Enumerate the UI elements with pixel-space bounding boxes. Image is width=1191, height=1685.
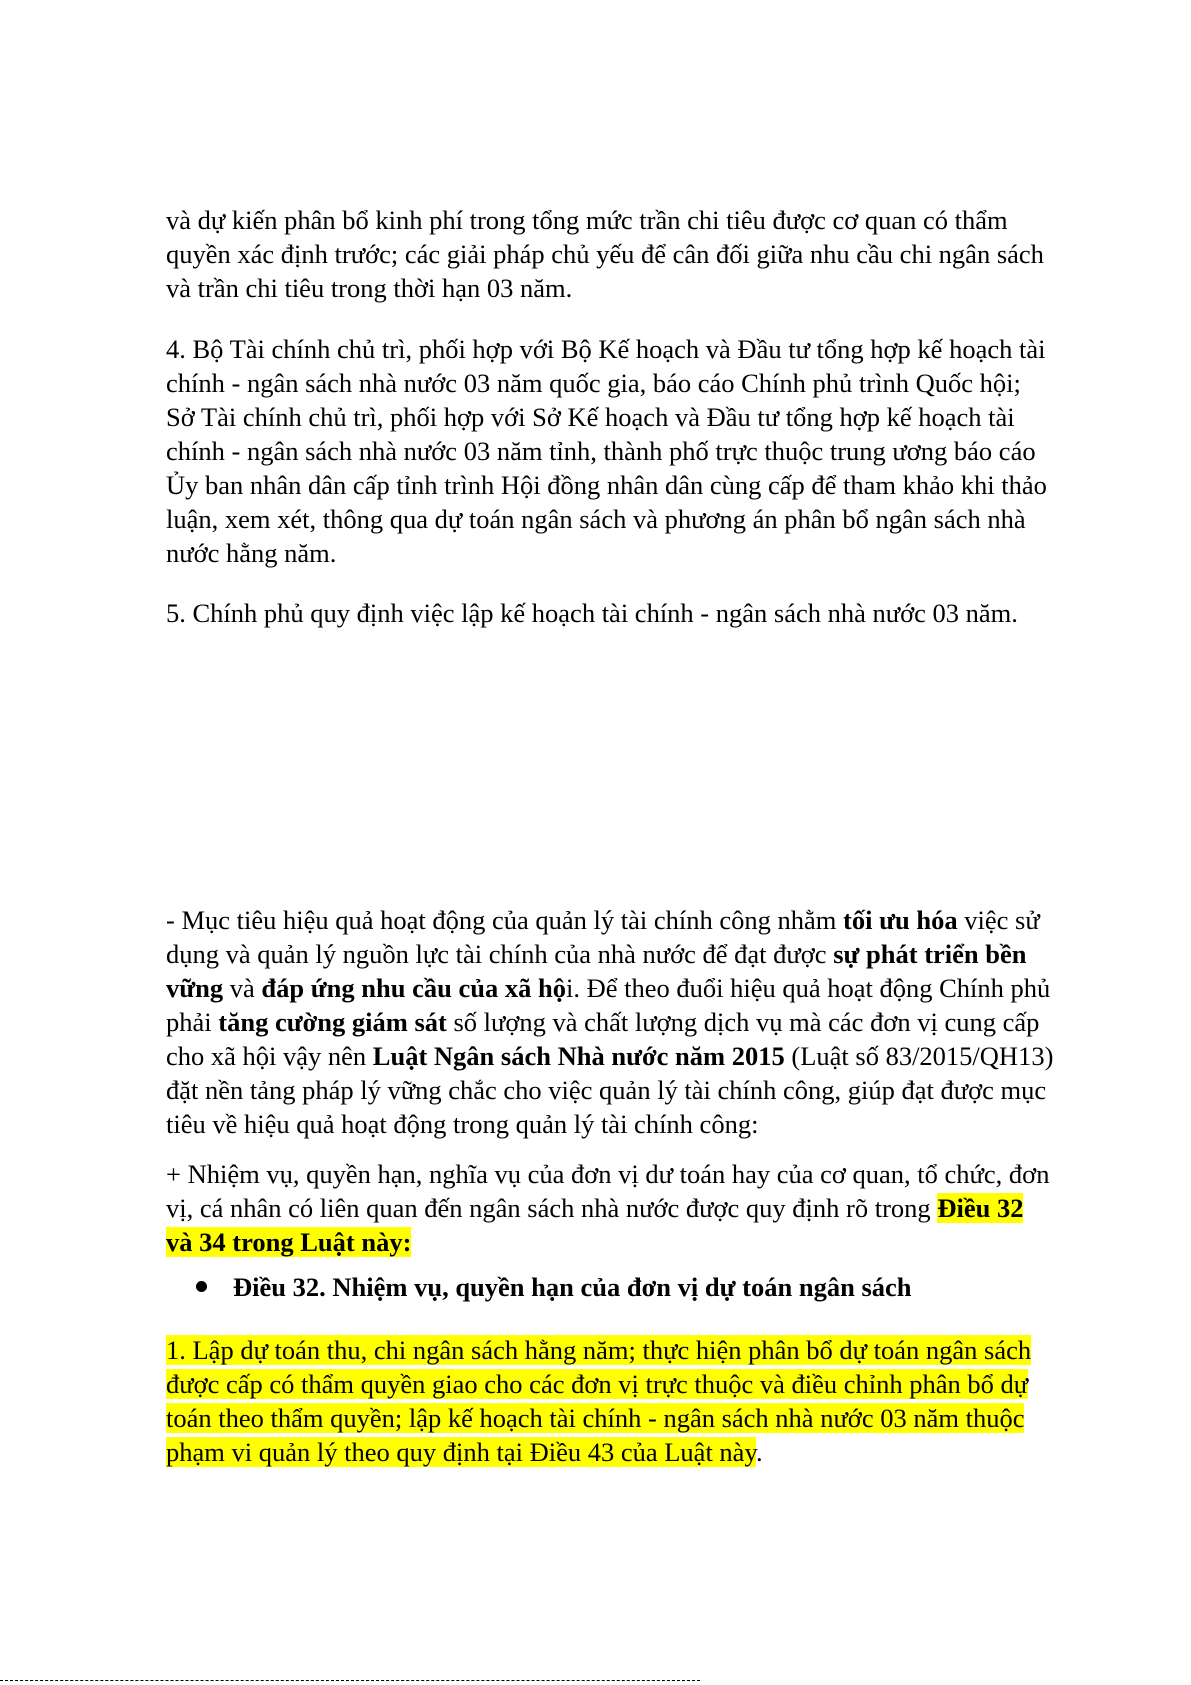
page-bottom-divider bbox=[0, 1680, 700, 1681]
text-line: chính - ngân sách nhà nước 03 năm quốc gia, báo cáo Chính phủ trình Quốc hội; bbox=[166, 368, 1021, 398]
highlighted-bold-run: Điều 32 bbox=[937, 1193, 1024, 1223]
text-line: Sở Tài chính chủ trì, phối hợp với Sở Kế hoạch và Đầu tư tổng hợp kế hoạch tài bbox=[166, 402, 1015, 432]
text-line bbox=[166, 1225, 1086, 1259]
text-line: chính - ngân sách nhà nước 03 năm tỉnh, thành phố trực thuộc trung ương báo cáo bbox=[166, 436, 1036, 466]
clause-5-paragraph bbox=[166, 596, 1086, 630]
text-run: dụng và quản lý nguồn lực tài chính của nhà nước để đạt được bbox=[166, 939, 834, 969]
duties-paragraph bbox=[166, 1157, 1086, 1259]
text-run: và bbox=[223, 973, 262, 1003]
text-run: (Luật số 83/2015/QH13) bbox=[784, 1041, 1054, 1071]
text-line bbox=[166, 1367, 1086, 1401]
bold-run: đáp ứng nhu cầu của xã hộ bbox=[261, 973, 566, 1003]
text-line bbox=[166, 1401, 1086, 1435]
bold-run: Luật Ngân sách Nhà nước năm 2015 bbox=[372, 1041, 785, 1071]
text-line bbox=[166, 1039, 1086, 1073]
text-line: tiêu về hiệu quả hoạt động trong quản lý tài chính công: bbox=[166, 1109, 759, 1139]
text-line: Ủy ban nhân dân cấp tỉnh trình Hội đồng nhân dân cùng cấp để tham khảo khi thảo bbox=[166, 470, 1047, 500]
highlighted-run: 1. Lập dự toán thu, chi ngân sách hằng năm; thực hiện phân bổ dự toán ngân sách bbox=[166, 1335, 1032, 1365]
text-run: số lượng và chất lượng dịch vụ mà các đơn vị cung cấp bbox=[446, 1007, 1040, 1037]
text-line: nước hằng năm. bbox=[166, 538, 337, 568]
bold-run: tăng cường giám sát bbox=[218, 1007, 447, 1037]
text-run: vị, cá nhân có liên quan đến ngân sách nhà nước được quy định rõ trong bbox=[166, 1193, 938, 1223]
text-line bbox=[166, 971, 1086, 1005]
article-32-clause-1 bbox=[166, 1333, 1086, 1469]
text-line: và dự kiến phân bổ kinh phí trong tổng mức trần chi tiêu được cơ quan có thẩm bbox=[166, 205, 1008, 235]
text-line: 5. Chính phủ quy định việc lập kế hoạch tài chính - ngân sách nhà nước 03 năm. bbox=[166, 598, 1018, 628]
text-line: và trần chi tiêu trong thời hạn 03 năm. bbox=[166, 273, 573, 303]
goal-paragraph bbox=[166, 903, 1086, 1141]
text-run: cho xã hội vậy nên bbox=[166, 1041, 373, 1071]
text-run: - Mục tiêu hiệu quả hoạt động của quản lý tài chính công nhằm bbox=[166, 905, 844, 935]
text-line bbox=[166, 1333, 1086, 1367]
bold-run: sự phát triển bền bbox=[833, 939, 1027, 969]
text-run: việc sử bbox=[957, 905, 1040, 935]
text-line bbox=[166, 1005, 1086, 1039]
clause-4-paragraph bbox=[166, 332, 1086, 570]
text-line: luận, xem xét, thông qua dự toán ngân sách và phương án phân bổ ngân sách nhà bbox=[166, 504, 1026, 534]
text-line bbox=[166, 1191, 1086, 1225]
highlighted-bold-run: và 34 trong Luật này: bbox=[166, 1227, 412, 1257]
text-run: phải bbox=[166, 1007, 219, 1037]
highlighted-run: phạm vi quản lý theo quy định tại Điều 43 của Luật này bbox=[166, 1437, 756, 1467]
bold-run: tối ưu hóa bbox=[843, 905, 958, 935]
text-line: + Nhiệm vụ, quyền hạn, nghĩa vụ của đơn vị dư toán hay của cơ quan, tổ chức, đơn bbox=[166, 1159, 1050, 1189]
bold-run: vững bbox=[166, 973, 224, 1003]
text-line bbox=[166, 937, 1086, 971]
text-line bbox=[166, 903, 1086, 937]
article-heading-text: Điều 32. Nhiệm vụ, quyền hạn của đơn vị dự toán ngân sách bbox=[233, 1272, 912, 1302]
text-line: 4. Bộ Tài chính chủ trì, phối hợp với Bộ Kế hoạch và Đầu tư tổng hợp kế hoạch tài bbox=[166, 334, 1046, 364]
text-run: . bbox=[755, 1437, 763, 1467]
highlighted-run: được cấp có thẩm quyền giao cho các đơn vị trực thuộc và điều chỉnh phân bổ dự bbox=[166, 1369, 1029, 1399]
text-line: đặt nền tảng pháp lý vững chắc cho việc quản lý tài chính công, giúp đạt được mục bbox=[166, 1075, 1047, 1105]
text-line bbox=[166, 1435, 1086, 1469]
article-32-heading bbox=[166, 1270, 1086, 1304]
text-run: i. Để theo đuổi hiệu quả hoạt động Chính phủ bbox=[565, 973, 1051, 1003]
paragraph-continuation bbox=[166, 203, 1086, 305]
highlighted-run: toán theo thẩm quyền; lập kế hoạch tài chính - ngân sách nhà nước 03 năm thuộc bbox=[166, 1403, 1025, 1433]
text-line: quyền xác định trước; các giải pháp chủ yếu để cân đối giữa nhu cầu chi ngân sách bbox=[166, 239, 1044, 269]
bullet-icon bbox=[196, 1281, 207, 1292]
